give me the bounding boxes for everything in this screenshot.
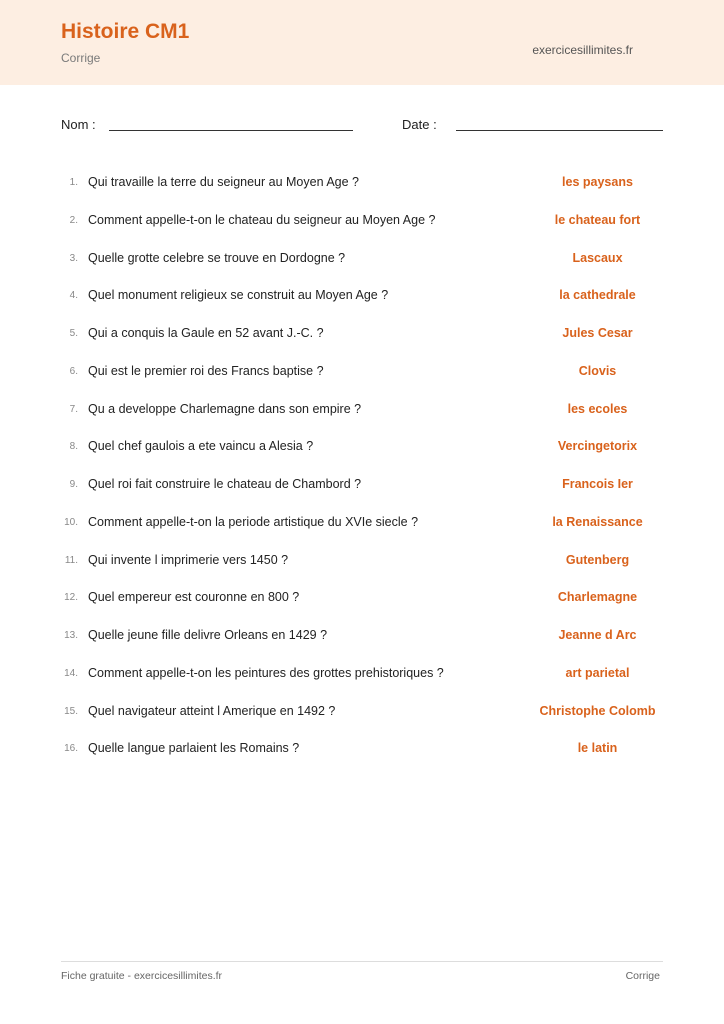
question-row: [0, 700, 724, 738]
question-number: 7.: [69, 403, 78, 415]
question-text: Quel navigateur atteint l Amerique en 1492 ?: [88, 703, 336, 718]
footer-right-text: Corrige: [625, 970, 660, 982]
page-title: Histoire CM1: [61, 20, 190, 43]
question-text: Comment appelle-t-on le chateau du seigneur au Moyen Age ?: [88, 212, 436, 227]
question-text: Quel roi fait construire le chateau de Chambord ?: [88, 477, 362, 491]
question-row: [0, 737, 724, 775]
question-number: 6.: [69, 365, 78, 377]
question-text: Quelle langue parlaient les Romains ?: [88, 741, 300, 756]
question-number: 11.: [64, 554, 78, 566]
page-subtitle: Corrige: [61, 51, 101, 65]
question-number: 1.: [69, 177, 78, 188]
question-row: [0, 435, 724, 473]
question-number: 5.: [69, 328, 78, 339]
question-text: Comment appelle-t-on la periode artistique du XVIe siecle ?: [88, 514, 419, 529]
question-number: 10.: [64, 516, 78, 528]
question-text: Quelle jeune fille delivre Orleans en 1429 ?: [88, 628, 328, 642]
question-answer: Charlemagne: [557, 590, 638, 605]
question-text: Qui invente l imprimerie vers 1450 ?: [88, 552, 289, 567]
question-text: Qui est le premier roi des Francs baptise ?: [88, 363, 324, 378]
question-number: 16.: [64, 743, 78, 755]
question-row: [0, 209, 724, 247]
question-text: Quel chef gaulois a ete vaincu a Alesia ?: [88, 439, 314, 454]
footer-divider: [61, 961, 663, 962]
question-answer: les ecoles: [567, 401, 628, 416]
name-field-line[interactable]: [109, 130, 353, 131]
question-row: [0, 662, 724, 700]
question-answer: Christophe Colomb: [539, 703, 656, 718]
date-label: Date :: [402, 117, 437, 132]
question-row: [0, 284, 724, 322]
question-number: 12.: [64, 592, 78, 604]
question-number: 15.: [64, 705, 78, 717]
question-answer: Francois Ier: [562, 477, 633, 491]
question-answer: la cathedrale: [559, 288, 636, 303]
footer-left-text: Fiche gratuite - exercicesillimites.fr: [61, 970, 223, 982]
site-name: exercicesillimites.fr: [532, 43, 633, 57]
question-row: [0, 171, 724, 209]
question-number: 4.: [69, 290, 78, 302]
question-text: Comment appelle-t-on les peintures des grottes prehistoriques ?: [88, 665, 444, 680]
question-row: [0, 360, 724, 398]
question-answer: Gutenberg: [565, 552, 630, 567]
question-number: 14.: [64, 667, 78, 679]
question-answer: Vercingetorix: [557, 439, 638, 454]
question-row: [0, 398, 724, 436]
question-number: 13.: [64, 630, 78, 641]
question-text: Quel empereur est couronne en 800 ?: [88, 590, 300, 605]
question-answer: Jeanne d Arc: [558, 628, 637, 642]
question-answer: le chateau fort: [554, 212, 641, 227]
question-text: Qui a conquis la Gaule en 52 avant J.-C. ?: [88, 326, 324, 340]
question-row: [0, 247, 724, 285]
question-row: [0, 322, 724, 360]
question-answer: Lascaux: [572, 250, 623, 265]
question-answer: les paysans: [562, 175, 633, 189]
question-text: Quel monument religieux se construit au Moyen Age ?: [88, 288, 389, 303]
question-number: 3.: [69, 252, 78, 264]
question-number: 2.: [69, 214, 78, 226]
question-answer: art parietal: [565, 665, 630, 680]
question-text: Qui travaille la terre du seigneur au Moyen Age ?: [88, 175, 359, 189]
question-row: [0, 473, 724, 511]
question-list: [0, 171, 724, 775]
question-answer: Clovis: [578, 363, 617, 378]
question-answer: la Renaissance: [552, 514, 643, 529]
question-row: [0, 549, 724, 587]
question-text: Qu a developpe Charlemagne dans son empire ?: [88, 401, 362, 416]
question-text: Quelle grotte celebre se trouve en Dordogne ?: [88, 250, 346, 265]
question-answer: Jules Cesar: [562, 326, 633, 340]
date-field-line[interactable]: [456, 130, 663, 131]
header-banner: [0, 0, 724, 85]
question-answer: le latin: [577, 741, 618, 756]
question-number: 9.: [69, 479, 78, 490]
question-row: [0, 511, 724, 549]
question-row: [0, 586, 724, 624]
name-label: Nom :: [61, 117, 96, 132]
question-number: 8.: [69, 441, 78, 453]
question-row: [0, 624, 724, 662]
